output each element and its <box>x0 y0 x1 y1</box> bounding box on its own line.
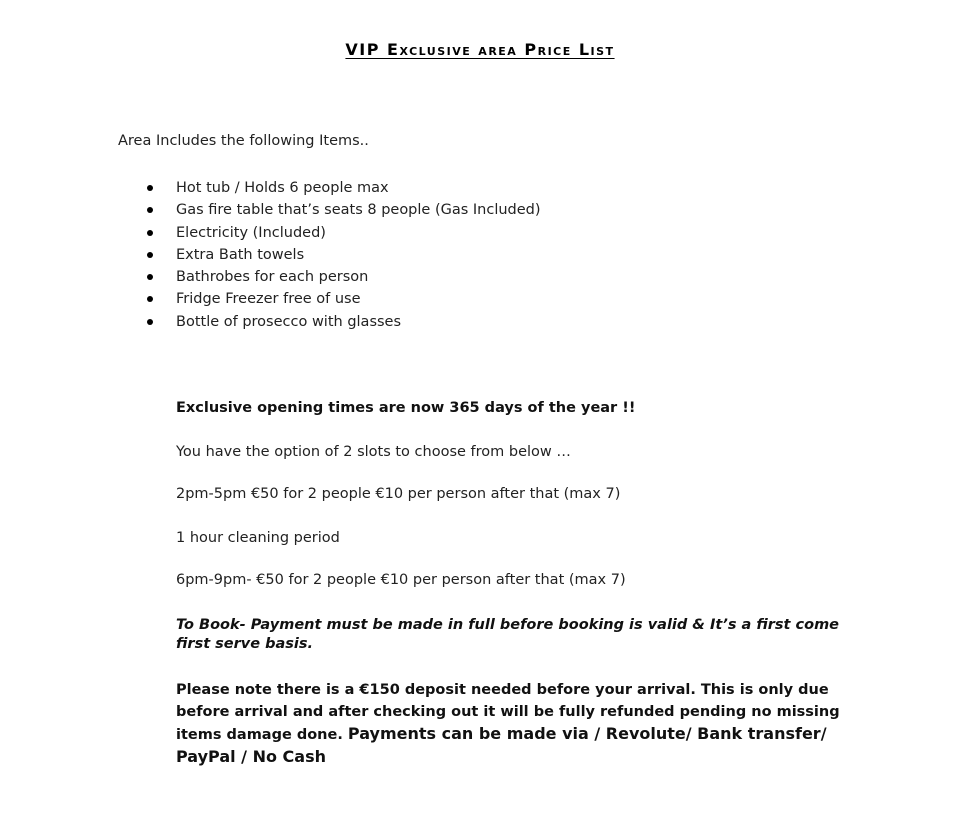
bullet-icon <box>147 252 153 258</box>
list-item-label: Bottle of prosecco with glasses <box>176 313 402 330</box>
slots-intro-text: You have the option of 2 slots to choose from below … <box>176 444 571 460</box>
list-item <box>146 266 541 288</box>
list-item <box>146 199 541 221</box>
deposit-note <box>176 679 856 769</box>
list-item-label: Fridge Freezer free of use <box>176 291 361 308</box>
cleaning-period-text: 1 hour cleaning period <box>176 530 340 546</box>
booking-note: To Book- Payment must be made in full before booking is valid & It’s a first come first serve basis. <box>176 617 840 652</box>
payment-methods-text: Payments can be made via / Revolute/ Bank transfer/ PayPal / No Cash <box>176 724 827 766</box>
list-item <box>146 177 541 199</box>
list-item <box>146 311 541 333</box>
included-items-list <box>146 177 541 333</box>
slot-1-text: 2pm-5pm €50 for 2 people €10 per person after that (max 7) <box>176 486 621 502</box>
list-item-label: Electricity (Included) <box>176 224 326 241</box>
bullet-icon <box>147 274 153 280</box>
list-item <box>146 222 541 244</box>
list-item <box>146 288 541 310</box>
bullet-icon <box>147 230 153 236</box>
slot-2-text: 6pm-9pm- €50 for 2 people €10 per person after that (max 7) <box>176 572 626 588</box>
list-item-label: Hot tub / Holds 6 people max <box>176 180 389 196</box>
bullet-icon <box>147 296 153 302</box>
page-title: VIP Exclusive area Price List <box>345 40 615 59</box>
bullet-icon <box>147 185 153 191</box>
opening-times-text: Exclusive opening times are now 365 days of the year !! <box>176 400 636 416</box>
bullet-icon <box>147 319 153 325</box>
list-item-label: Bathrobes for each person <box>176 269 369 286</box>
list-item <box>146 244 541 266</box>
list-item-label: Gas fire table that’s seats 8 people (Gas Included) <box>176 202 541 219</box>
intro-text: Area Includes the following Items.. <box>118 133 369 149</box>
list-item-label: Extra Bath towels <box>176 246 305 263</box>
bullet-icon <box>147 207 153 213</box>
deposit-text: Please note there is a €150 deposit needed before your arrival. This is only due before arrival and after checking out it will be fully refunded pending no missing items damage done. <box>176 682 840 743</box>
